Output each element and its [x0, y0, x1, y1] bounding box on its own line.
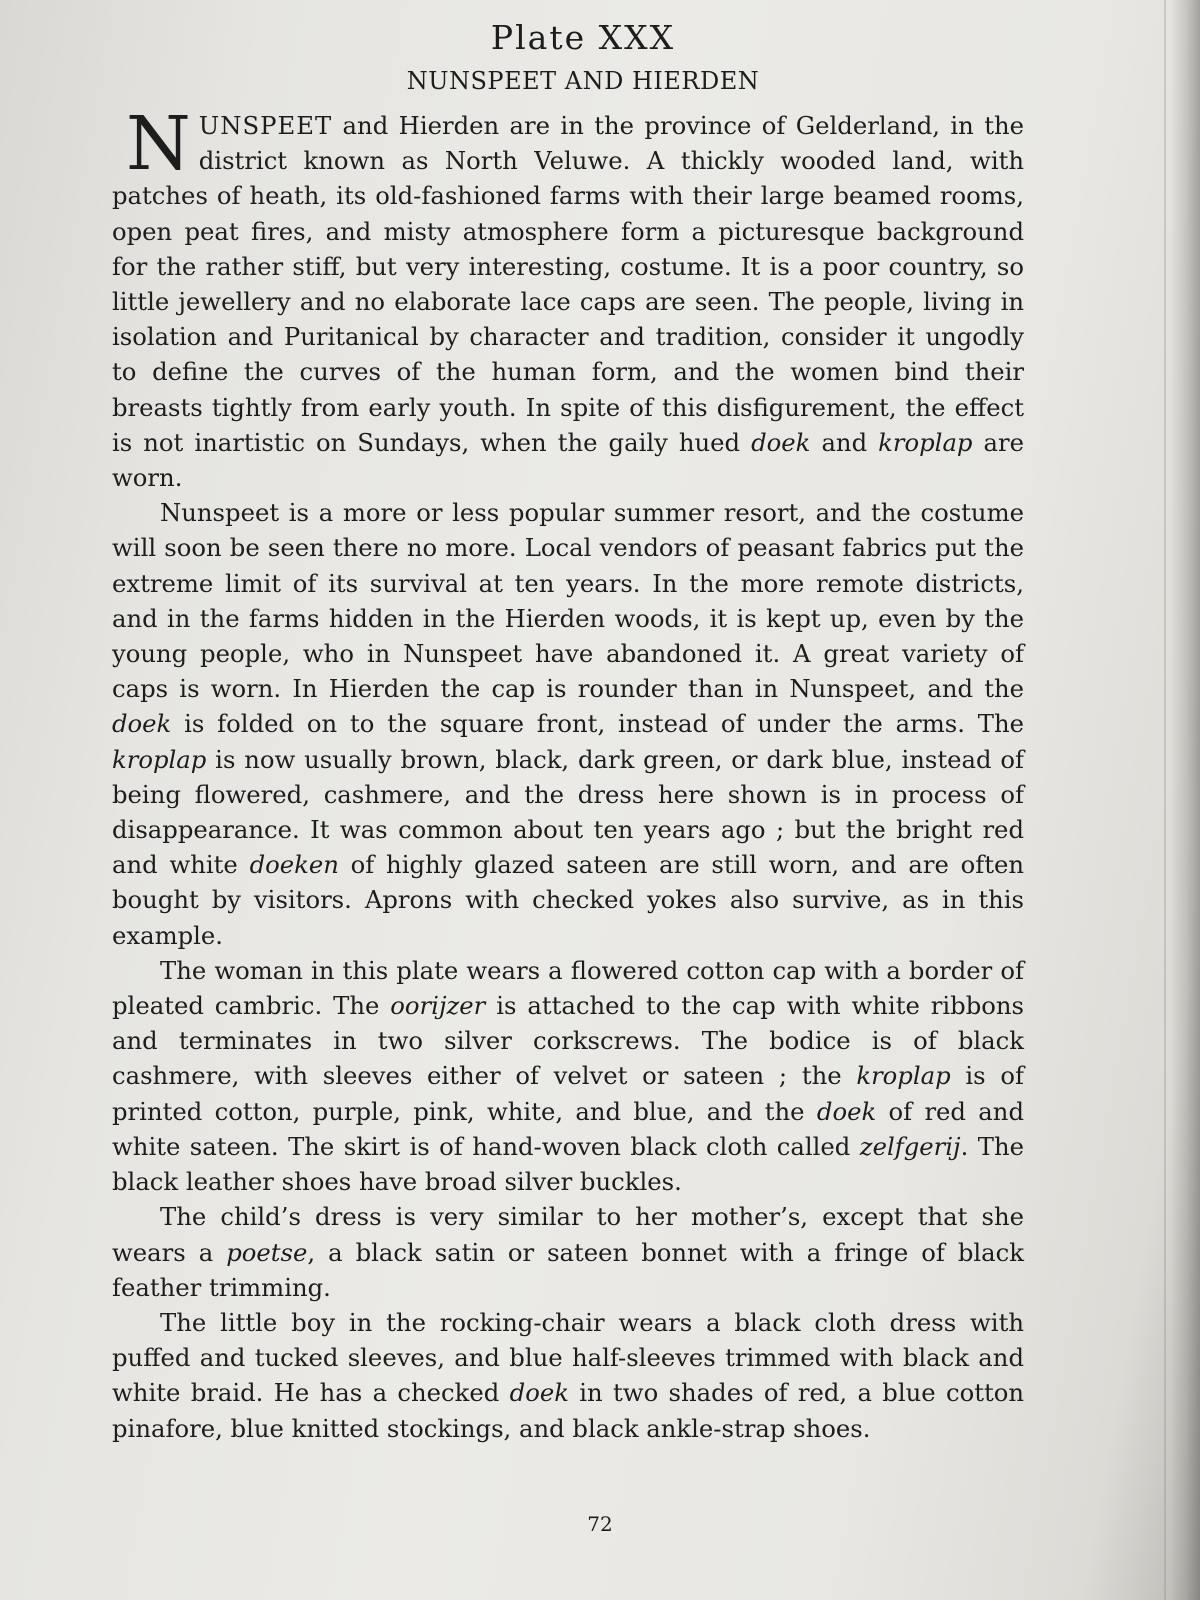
text-run: and Hierden are in the province of Gelderland, in the district known as North Veluwe. A thickly wooded land, with patches of heath, its old-fashioned farms with their large beamed rooms, open peat fires, and misty atmosphere form a picturesque background for the rather stiff, but very interesting, costume. It is a poor country, so little jewellery and no elaborate lace caps are seen. The people, living in isolation and Puritanical by character and tradition, consider it ungodly to define the curves of the human form, and the women bind their breasts tightly from early youth. In spite of this disfigurement, the effect is not inartistic on Sundays, when the gaily hued: [112, 111, 1024, 457]
lead-word: UNSPEET: [198, 111, 333, 140]
italic-term: doek: [112, 709, 172, 739]
text-run: is folded on to the square front, instead of under the arms. The: [171, 709, 1024, 739]
italic-term: zelfgerij: [859, 1131, 961, 1161]
text-run: is of printed cotton, purple, pink, white, and blue, and the: [112, 1061, 1024, 1126]
paragraph-3: [112, 953, 1024, 1199]
italic-term: doek: [816, 1096, 877, 1126]
page-edge-shadow: [1170, 0, 1200, 1600]
text-run: are worn.: [112, 427, 1025, 493]
text-run: The little boy in the rocking-chair wears a black cloth dress with puffed and tucked sleeves, and blue half-sleeves trimmed with black and white braid. He has a checked: [112, 1307, 1024, 1408]
text-run: Nunspeet is a more or less popular summer resort, and the costume will soon be seen there no more. Local vendors of peasant fabrics put the extreme limit of its survival at ten years. In the more remote districts, and in the farms hidden in the Hierden woods, it is kept up, even by the young people, who in Nunspeet have abandoned it. A great variety of caps is worn. In Hierden the cap is rounder than in Nunspeet, and the: [112, 498, 1024, 704]
text-run: . The black leather shoes have broad silver buckles.: [112, 1131, 1024, 1197]
page-content: [112, 18, 1024, 1446]
text-run: is attached to the cap with white ribbons and terminates in two silver corkscrews. The bodice is of black cashmere, with sleeves either of velvet or sateen ; the: [112, 991, 1024, 1091]
italic-term: kroplap: [878, 427, 973, 457]
text-run: , a black satin or sateen bonnet with a fringe of black feather trimming.: [112, 1237, 1024, 1302]
paragraph-5: [112, 1305, 1024, 1446]
text-run: The woman in this plate wears a flowered cotton cap with a border of pleated cambric. The: [112, 955, 1024, 1021]
paragraph-4: [112, 1199, 1024, 1305]
text-run: of highly glazed sateen are still worn, and are often bought by visitors. Aprons with checked yokes also survive, as in this example.: [112, 850, 1024, 950]
italic-term: doeken: [249, 850, 339, 880]
body-text: [112, 101, 1025, 1446]
italic-term: oorijzer: [390, 991, 486, 1021]
paragraph-2: [112, 495, 1024, 953]
paragraph-1: [112, 101, 1025, 495]
italic-term: poetse: [226, 1237, 308, 1267]
italic-term: doek: [509, 1378, 569, 1408]
drop-cap: N: [126, 101, 191, 187]
text-run: in two shades of red, a blue cotton pinafore, blue knitted stockings, and black ankle-strap shoes.: [112, 1378, 1025, 1443]
page-crease: [1164, 0, 1166, 1600]
page-number: 72: [587, 1512, 613, 1536]
text-run: is now usually brown, black, dark green, or dark blue, instead of being flowered, cashmere, and the dress here shown is in process of disappearance. It was common about ten years ago ; but the bright red and white: [112, 744, 1024, 880]
text-run: The child’s dress is very similar to her mother’s, except that she wears a: [112, 1202, 1024, 1267]
text-run: of red and white sateen. The skirt is of hand-woven black cloth called: [112, 1096, 1024, 1161]
plate-title: Plate XXX: [490, 18, 676, 57]
italic-term: kroplap: [112, 744, 207, 774]
section-title: NUNSPEET AND HIERDEN: [406, 67, 760, 95]
text-run: and: [810, 427, 879, 457]
italic-term: kroplap: [856, 1061, 951, 1091]
italic-term: doek: [751, 427, 811, 457]
